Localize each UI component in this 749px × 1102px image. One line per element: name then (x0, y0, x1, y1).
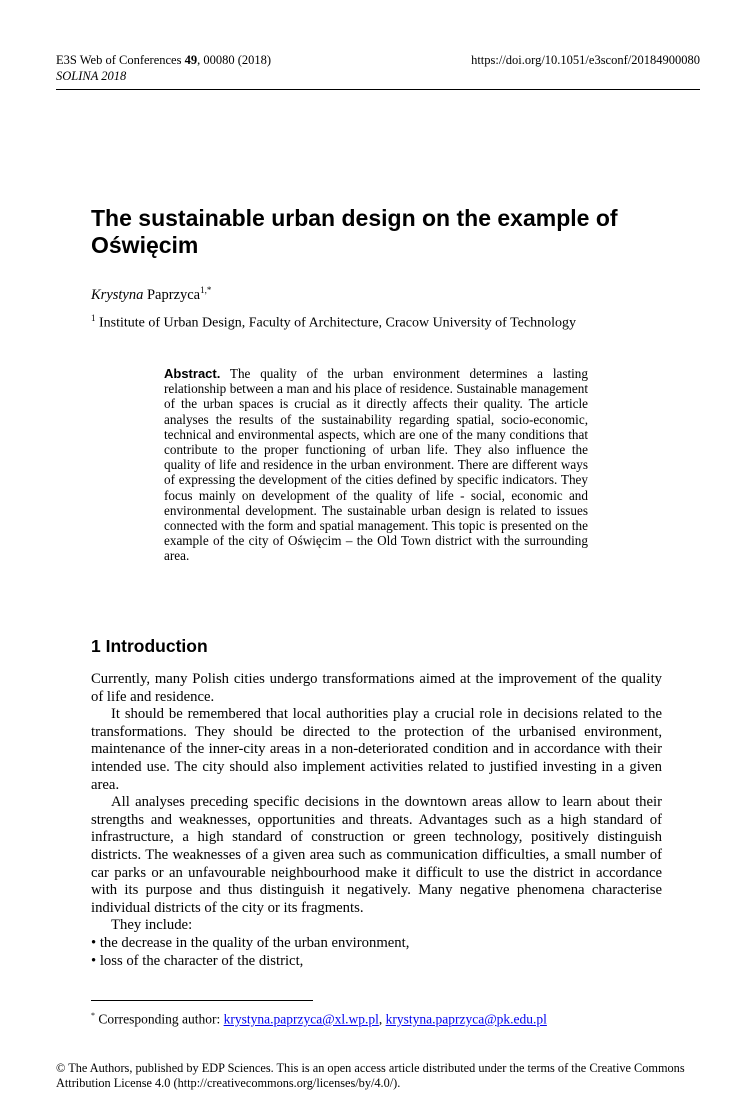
footnote (91, 1011, 547, 1028)
author-first-name: Krystyna (91, 286, 144, 303)
article-info: , 00080 (2018) (197, 53, 272, 67)
doi-link[interactable]: https://doi.org/10.1051/e3sconf/20184900080 (471, 53, 700, 67)
author-last-name: Paprzyca (143, 286, 201, 303)
abstract (164, 366, 588, 564)
author-affiliation-mark: 1,* (200, 285, 212, 295)
affiliation-mark: 1 (91, 313, 96, 323)
abstract-label: Abstract. (164, 366, 221, 381)
body-paragraph: It should be remembered that local authorities play a crucial role in decisions related to the transformations. They should be directed to the protection of the urbanised environment, maintenance of the inner-city areas in a non-deteriorated condition and in accordance with their intended use. The city should also implement activities related to justified investing in a given area. (91, 706, 662, 793)
body-paragraph: All analyses preceding specific decisions in the downtown areas allow to learn about their strengths and weaknesses, opportunities and threats. Advantages such as a high standard of infrastructure, a high standard of construction or green technology, positively distinguish districts. The weaknesses of a given area such as communication difficulties, a small number of car parks or an unfavourable neighbourhood make it difficult to use the district in accordance with its purpose and thus distinguish it negatively. Many negative phenomena characterise individual districts of the city or its fragments. (91, 794, 662, 916)
affiliation (91, 313, 576, 332)
section-heading-introduction: 1 Introduction (91, 636, 208, 656)
affiliation-text: Institute of Urban Design, Faculty of Architecture, Cracow University of Technology (95, 315, 576, 331)
body-paragraph: Currently, many Polish cities undergo transformations aimed at the improvement of the quality of life and residence. (91, 671, 662, 705)
header-rule (56, 89, 700, 90)
journal-volume: 49 (184, 53, 198, 67)
email-link-1[interactable]: krystyna.paprzyca@xl.wp.pl (223, 1011, 379, 1027)
section-body (91, 671, 662, 970)
abstract-text: The quality of the urban environment determines a lasting relationship between a man and his place of residence. Sustainable management of the urban spaces is crucial as it directly affects their quality. The article analyses the results of the sustainability regarding spatial, socio-economic, technical and environmental aspects, which are one of the many conditions that contribute to the proper functioning of urban life. They also influence the quality of life and residence in the urban environment. There are different ways of expressing the development of the cities defined by specific indicators. They focus mainly on development of the quality of life - social, economic and environmental development. The sustainable urban design is related to issues connected with the form and spatial management. This topic is presented on the example of the city of Oświęcim – the Old Town district with the surrounding area. (164, 366, 588, 564)
footnote-rule (91, 1000, 313, 1001)
email-link-2[interactable]: krystyna.paprzyca@pk.edu.pl (385, 1011, 547, 1027)
conference-name: SOLINA 2018 (56, 69, 127, 83)
paper-title: The sustainable urban design on the example of Oświęcim (91, 205, 618, 258)
bullet-item: • the decrease in the quality of the urban environment, (91, 934, 410, 951)
footnote-separator: , (378, 1011, 386, 1027)
author-line (91, 285, 211, 304)
body-paragraph: They include: (111, 917, 193, 934)
footnote-mark: * (91, 1011, 95, 1020)
license-notice: © The Authors, published by EDP Sciences. This is an open access article distributed under the terms of the Creative Commons Attribution License 4.0 (http://creativecommons.org/licenses/by/4.0/). (56, 1061, 685, 1090)
footnote-label: Corresponding author: (95, 1011, 224, 1027)
bullet-item: • loss of the character of the district, (91, 952, 304, 969)
running-header-left (56, 53, 271, 84)
journal-name: E3S Web of Conferences (56, 53, 185, 67)
